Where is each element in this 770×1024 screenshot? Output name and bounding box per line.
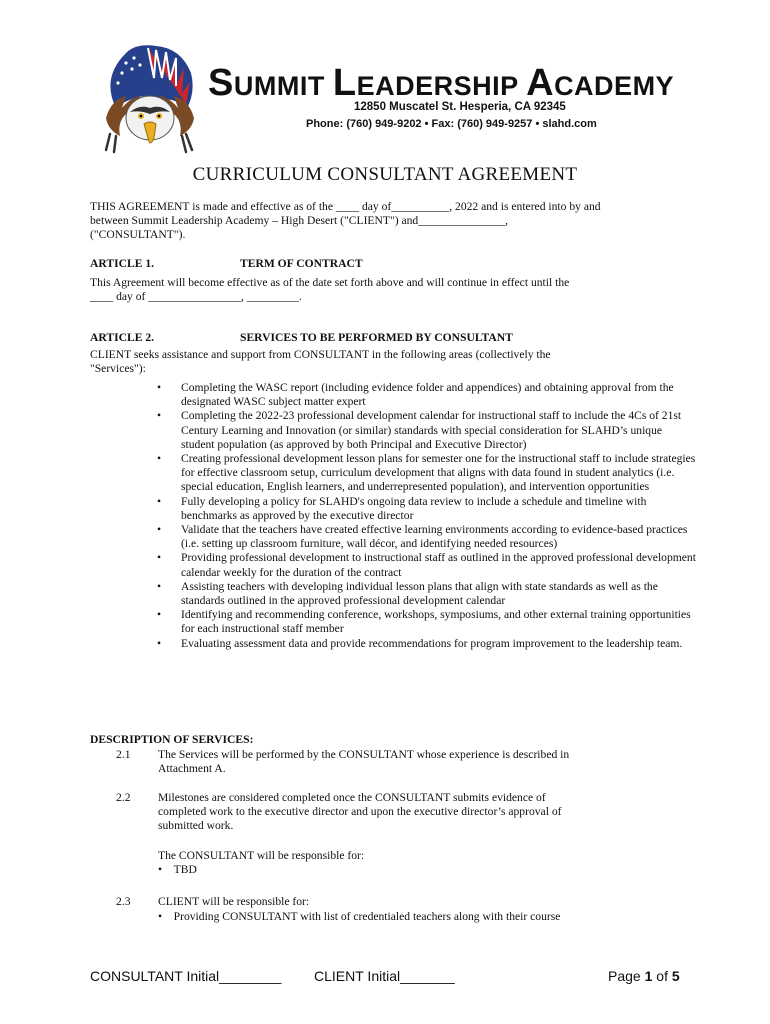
page-number: Page 1 of 5 xyxy=(608,968,680,984)
section-2-2-line-3: submitted work. xyxy=(158,819,234,833)
description-heading: DESCRIPTION OF SERVICES: xyxy=(90,733,254,746)
section-2-1-number: 2.1 xyxy=(116,748,131,761)
client-responsibility-bullet: • Providing CONSULTANT with list of credentialed teachers along with their course xyxy=(158,910,561,923)
intro-line-1: THIS AGREEMENT is made and effective as of the ____ day of__________, 2022 and is entered into by and xyxy=(90,200,601,213)
section-2-3-number: 2.3 xyxy=(116,895,131,908)
consultant-responsibility: The CONSULTANT will be responsible for: xyxy=(158,849,365,862)
intro-line-2: between Summit Leadership Academy – High Desert ("CLIENT") and_______________, xyxy=(90,214,509,228)
school-address: 12850 Muscatel St. Hesperia, CA 92345 xyxy=(354,101,566,113)
section-2-3-text: CLIENT will be responsible for: xyxy=(158,895,310,908)
eagle-flag-logo xyxy=(96,38,204,156)
section-2-1-line-2: Attachment A. xyxy=(158,762,226,776)
article-1-heading: TERM OF CONTRACT xyxy=(240,257,363,270)
article-1-line-2: ____ day of ________________, _________. xyxy=(90,290,302,304)
school-name: SUMMIT LEADERSHIP ACADEMY xyxy=(208,62,675,104)
services-list xyxy=(157,381,697,651)
service-item: • Completing the WASC report (including evidence folder and appendices) and obtaining approval from the designated WASC subject matter expert xyxy=(157,381,697,409)
intro-paragraph xyxy=(90,200,710,243)
service-item: • Identifying and recommending conference, workshops, symposiums, and other external training opportunities for each instructional staff member xyxy=(157,608,697,636)
service-item: • Completing the 2022-23 professional development calendar for instructional staff to include the 4Cs of 21st Century Learning and Innovation (or similar) standards with special consideration for SLAHD’s unique student population (as approved by both Principal and Executive Director) xyxy=(157,409,697,452)
client-initial: CLIENT Initial_______ xyxy=(314,968,455,984)
article-2-heading: SERVICES TO BE PERFORMED BY CONSULTANT xyxy=(240,331,513,344)
section-2-2-text xyxy=(158,791,698,834)
article-1-line-1: This Agreement will become effective as of the date set forth above and will continue in effect until the xyxy=(90,276,570,289)
consultant-responsibility-bullet: • TBD xyxy=(158,863,197,876)
service-item: • Evaluating assessment data and provide recommendations for program improvement to the leadership team. xyxy=(157,637,697,651)
service-item: • Fully developing a policy for SLAHD's ongoing data review to include a schedule and timeline with benchmarks as approved by the executive director xyxy=(157,495,697,523)
section-2-2-line-2: completed work to the executive director and upon the executive director’s approval of xyxy=(158,805,562,819)
article-2-line-2: "Services"): xyxy=(90,362,146,376)
school-contact: Phone: (760) 949-9202 • Fax: (760) 949-9257 • slahd.com xyxy=(306,118,597,130)
service-item: • Creating professional development lesson plans for semester one for the instructional staff to include strategies for effective classroom setup, curriculum development that aligns with data found in student analytics (i.e. special education, English learners, and underrepresented population), and intervention opportunities xyxy=(157,452,697,495)
service-item: • Providing professional development to instructional staff as outlined in the approved professional development calendar weekly for the duration of the contract xyxy=(157,551,697,579)
article-2-label: ARTICLE 2. xyxy=(90,331,155,344)
section-2-1-line-1: The Services will be performed by the CONSULTANT whose experience is described in xyxy=(158,748,570,761)
section-2-2-number: 2.2 xyxy=(116,791,131,804)
article-1-body xyxy=(90,276,710,304)
service-item: • Validate that the teachers have created effective learning environments according to evidence-based practices (i.e. setting up classroom furniture, wall décor, and identifying needed resources) xyxy=(157,523,697,551)
consultant-initial: CONSULTANT Initial________ xyxy=(90,968,282,984)
article-2-line-1: CLIENT seeks assistance and support from CONSULTANT in the following areas (collectively the xyxy=(90,348,551,361)
service-item: • Assisting teachers with developing individual lesson plans that align with state standards as well as the standards outlined in the approved professional development calendar xyxy=(157,580,697,608)
intro-line-3: ("CONSULTANT"). xyxy=(90,228,186,242)
section-2-2-line-1: Milestones are considered completed once the CONSULTANT submits evidence of xyxy=(158,791,546,804)
document-title: CURRICULUM CONSULTANT AGREEMENT xyxy=(192,164,578,185)
article-1-label: ARTICLE 1. xyxy=(90,257,155,270)
article-2-body xyxy=(90,348,710,376)
section-2-1-text xyxy=(158,748,698,776)
